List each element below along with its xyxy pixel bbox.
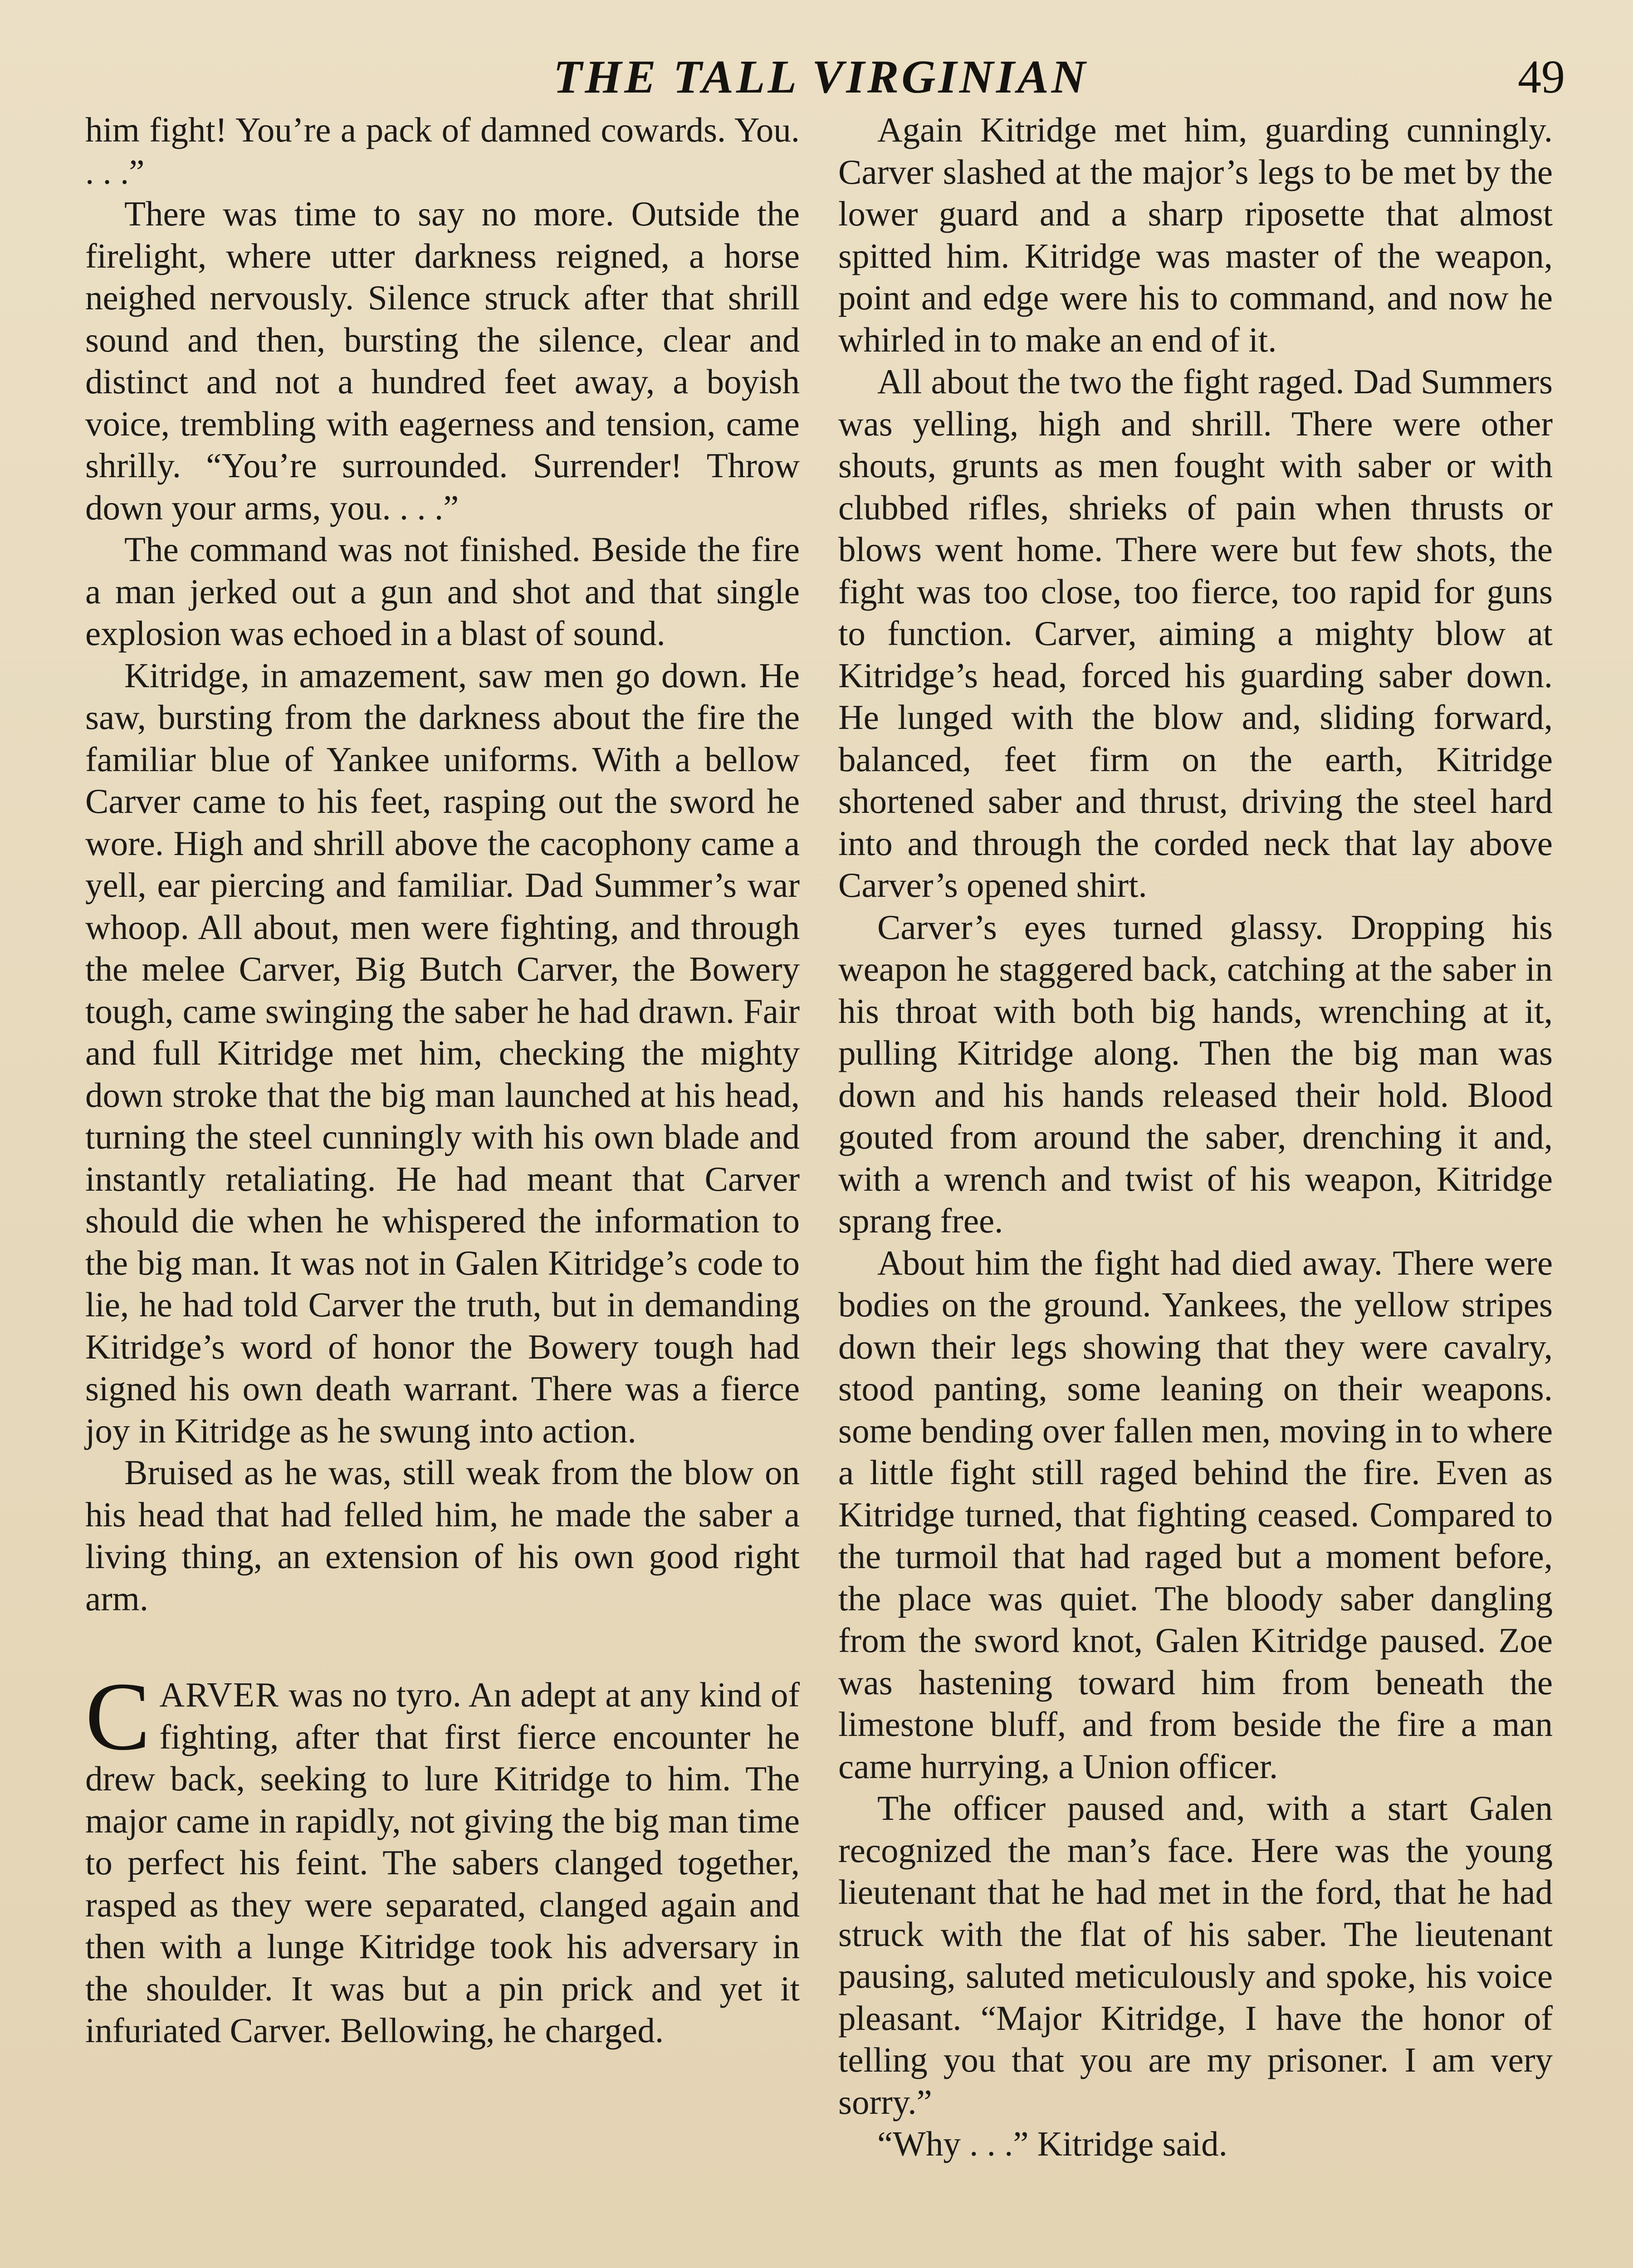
paragraph: “Why . . .” Kitridge said.	[877, 2124, 1227, 2163]
paragraph: About him the fight had died away. There were bodies on the ground. Yankees, the yellow stripes down their legs showing that they were cavalry, stood panting, some leaning on their weapons. some bending over fallen men, moving in to where a little fight still raged behind the fire. Even as Kitridge turned, that fighting ceased. Compared to the turmoil that had raged but a moment before, the place was quiet. The bloody saber dangling from the sword knot, Galen Kitridge paused. Zoe was hastening toward him from beneath the limestone bluff, and from beside the fire a man came hurrying, a Union officer.	[838, 1243, 1553, 1786]
text-column-right	[838, 109, 1553, 2165]
paragraph: Again Kitridge met him, guarding cunningly. Carver slashed at the major’s legs to be met by the lower guard and a sharp riposette that almost spitted him. Kitridge was master of the weapon, point and edge were his to command, and now he whirled in to make an end of it.	[838, 110, 1553, 359]
text-column-left	[85, 109, 800, 2052]
paragraph: The command was not finished. Beside the fire a man jerked out a gun and shot and that single explosion was echoed in a blast of sound.	[85, 530, 800, 653]
paragraph: There was time to say no more. Outside the firelight, where utter darkness reigned, a horse neighed nervously. Silence struck after that shrill sound and then, bursting the silence, clear and distinct and not a hundred feet away, a boyish voice, trembling with eagerness and tension, came shrilly. “You’re surrounded. Surrender! Throw down your arms, you. . . .”	[85, 194, 800, 527]
paragraph: Carver’s eyes turned glassy. Dropping his weapon he staggered back, catching at the saber in his throat with both big hands, wrenching at it, pulling Kitridge along. Then the big man was down and his hands released their hold. Blood gouted from around the saber, drenching it and, with a wrench and twist of his weapon, Kitridge sprang free.	[838, 907, 1553, 1240]
paragraph: Kitridge, in amazement, saw men go down. He saw, bursting from the darkness about the fire the familiar blue of Yankee uniforms. With a bellow Carver came to his feet, rasping out the sword he wore. High and shrill above the cacophony came a yell, ear piercing and familiar. Dad Summer’s war whoop. All about, men were fighting, and through the melee Carver, Big Butch Carver, the Bowery tough, came swinging the saber he had drawn. Fair and full Kitridge met him, checking the mighty down stroke that the big man launched at his head, turning the steel cunningly with his own blade and instantly retaliating. He had meant that Carver should die when he whispered the information to the big man. It was not in Galen Kitridge’s code to lie, he had told Carver the truth, but in demanding Kitridge’s word of honor the Bowery tough had signed his own death warrant. There was a fierce joy in Kitridge as he swung into action.	[85, 655, 800, 1450]
section-break	[85, 1619, 800, 1674]
paragraph-text: was no tyro. An adept at any kind of fighting, after that first fierce encounter he drew back, seeking to lure Kitridge to him. The major came in rapidly, not giving the big man time to perfect his feint. The sabers clanged together, rasped as they were separated, clanged again and then with a lunge Kitridge took his adversary in the shoulder. It was but a pin prick and yet it infuriated Carver. Bellowing, he charged.	[85, 1675, 800, 2050]
paragraph: Bruised as he was, still weak from the blow on his head that had felled him, he made the saber a living thing, an extension of his own good right arm.	[85, 1453, 800, 1618]
paragraph: The officer paused and, with a start Galen recognized the man’s face. Here was the young lieutenant that he had met in the ford, that he had struck with the flat of his saber. The lieutenant pausing, saluted meticulously and spoke, his voice pleasant. “Major Kitridge, I have the honor of telling you that you are my prisoner. I am very sorry.”	[838, 1789, 1553, 2121]
paragraph-with-drop-cap	[85, 1662, 800, 2052]
running-title: THE TALL VIRGINIAN	[553, 51, 1088, 103]
small-caps-lead: ARVER	[159, 1675, 280, 1714]
page-number: 49	[1518, 51, 1565, 103]
page-header	[0, 50, 1633, 113]
paragraph: him fight! You’re a pack of damned cowards. You. . . .”	[85, 110, 800, 191]
paragraph: All about the two the fight raged. Dad Summers was yelling, high and shrill. There were other shouts, grunts as men fought with saber or with clubbed rifles, shrieks of pain when thrusts or blows went home. There were but few shots, the fight was too close, too fierce, too rapid for guns to function. Carver, aiming a mighty blow at Kitridge’s head, forced his guarding saber down. He lunged with the blow and, sliding forward, balanced, feet firm on the earth, Kitridge shortened saber and thrust, driving the steel hard into and through the corded neck that lay above Carver’s opened shirt.	[838, 362, 1553, 904]
drop-cap: C	[85, 1662, 151, 1770]
